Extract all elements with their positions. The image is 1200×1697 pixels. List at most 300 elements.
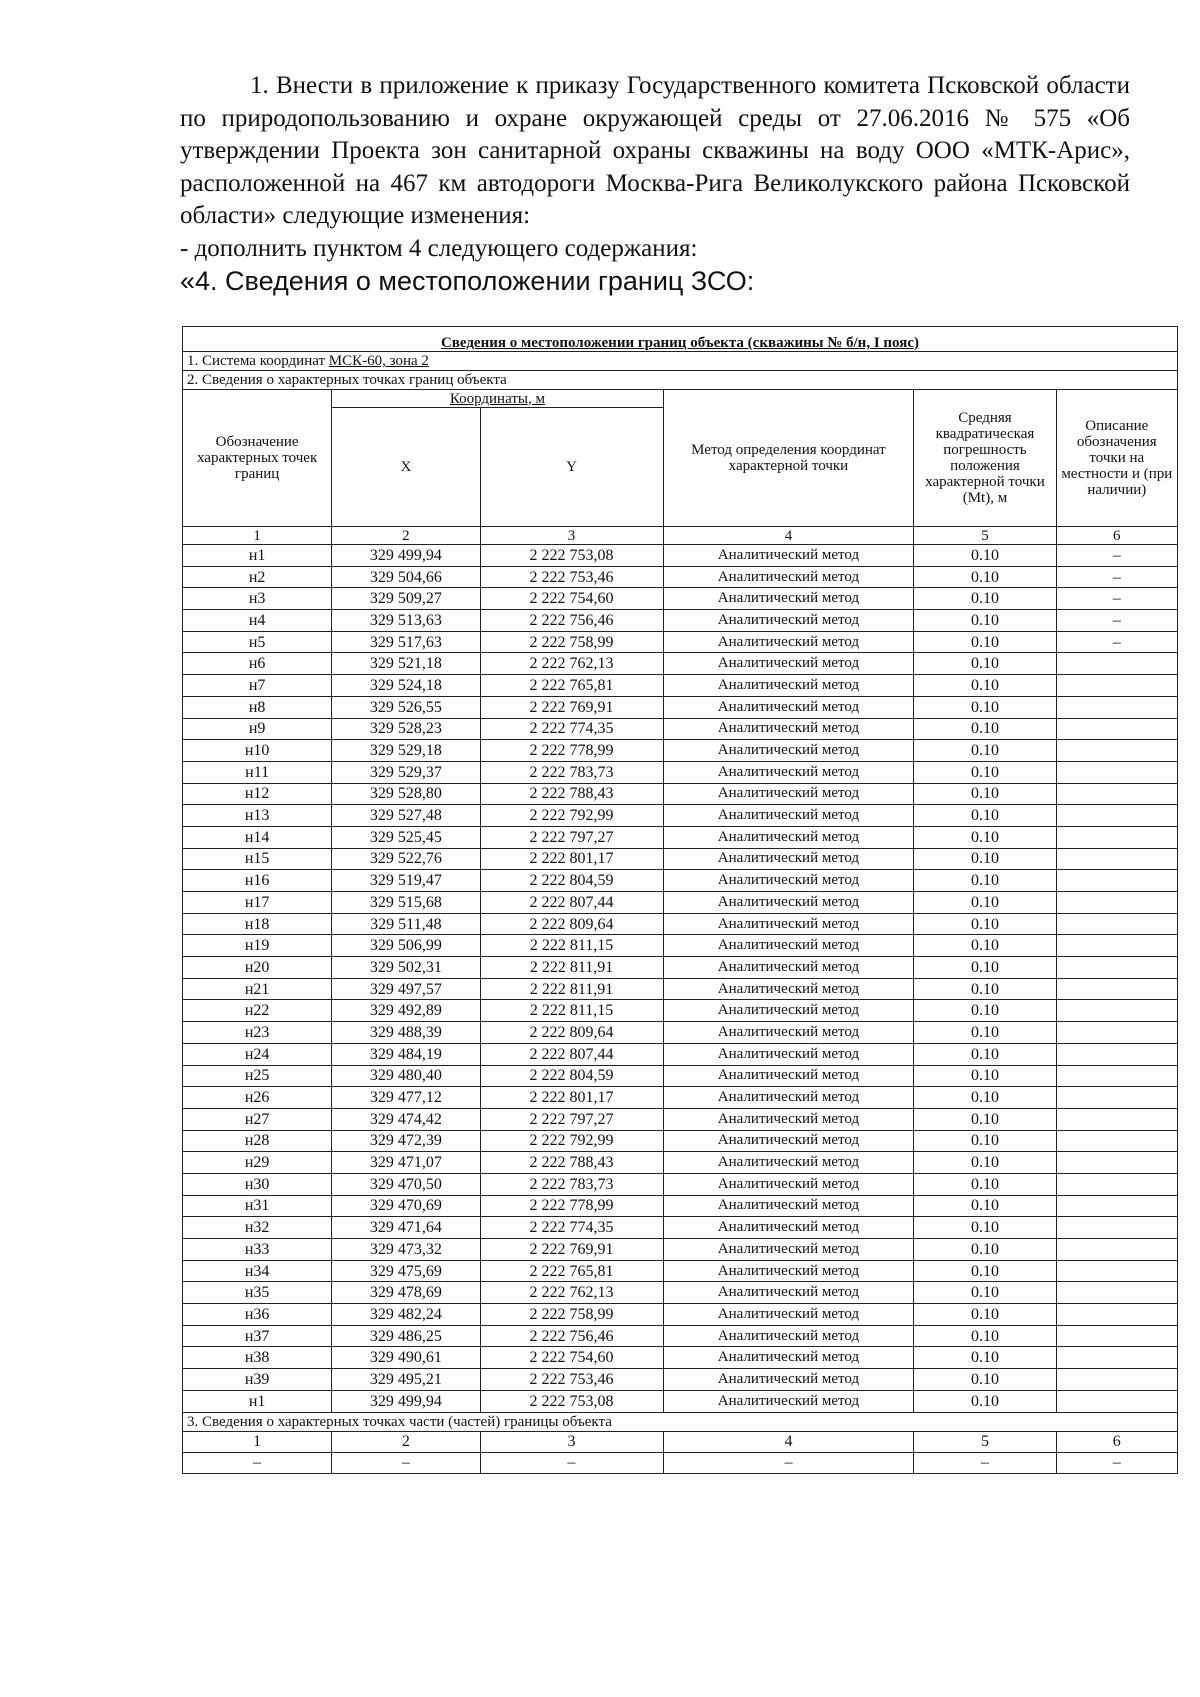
y-coordinate-cell: 2 222 753,08 [480, 1390, 663, 1412]
y-coordinate-cell: 2 222 769,91 [480, 696, 663, 718]
description-cell [1056, 913, 1177, 935]
section-3-value-cell: – [183, 1452, 332, 1473]
description-cell [1056, 1022, 1177, 1044]
method-cell: Аналитический метод [663, 545, 914, 567]
x-coordinate-cell: 329 517,63 [332, 631, 480, 653]
description-cell [1056, 696, 1177, 718]
error-value-cell: 0.10 [914, 783, 1056, 805]
point-name-cell: н17 [183, 892, 332, 914]
method-cell: Аналитический метод [663, 761, 914, 783]
error-value-cell: 0.10 [914, 826, 1056, 848]
point-name-cell: н30 [183, 1173, 332, 1195]
y-coordinate-cell: 2 222 809,64 [480, 913, 663, 935]
method-cell: Аналитический метод [663, 1195, 914, 1217]
method-cell: Аналитический метод [663, 1173, 914, 1195]
x-coordinate-cell: 329 471,64 [332, 1217, 480, 1239]
method-cell: Аналитический метод [663, 631, 914, 653]
method-cell: Аналитический метод [663, 783, 914, 805]
description-cell [1056, 1152, 1177, 1174]
method-cell: Аналитический метод [663, 588, 914, 610]
point-name-cell: н38 [183, 1347, 332, 1369]
table-row [183, 783, 1178, 805]
point-name-cell: н6 [183, 653, 332, 675]
column-number-cell: 3 [480, 527, 663, 545]
y-coordinate-cell: 2 222 756,46 [480, 1325, 663, 1347]
point-name-cell: н21 [183, 978, 332, 1000]
table-row [183, 1325, 1178, 1347]
error-value-cell: 0.10 [914, 588, 1056, 610]
method-cell: Аналитический метод [663, 610, 914, 632]
boundary-table-wrap [182, 326, 1178, 1474]
method-cell: Аналитический метод [663, 653, 914, 675]
x-coordinate-cell: 329 529,18 [332, 740, 480, 762]
description-cell [1056, 978, 1177, 1000]
x-coordinate-cell: 329 488,39 [332, 1022, 480, 1044]
header-x: X [332, 408, 480, 527]
point-name-cell: н31 [183, 1195, 332, 1217]
method-cell: Аналитический метод [663, 957, 914, 979]
point-name-cell: н3 [183, 588, 332, 610]
table-row [183, 1304, 1178, 1326]
description-cell [1056, 1173, 1177, 1195]
error-value-cell: 0.10 [914, 1325, 1056, 1347]
y-coordinate-cell: 2 222 774,35 [480, 1217, 663, 1239]
column-number-cell: 5 [914, 527, 1056, 545]
section-3-number-cell: 6 [1056, 1431, 1177, 1452]
section-3-number-cell: 3 [480, 1431, 663, 1452]
error-value-cell: 0.10 [914, 566, 1056, 588]
point-name-cell: н14 [183, 826, 332, 848]
header-description: Описание обозначения точки на местности и (при наличии) [1056, 390, 1177, 527]
method-cell: Аналитический метод [663, 740, 914, 762]
table-row [183, 1130, 1178, 1152]
description-cell [1056, 848, 1177, 870]
error-value-cell: 0.10 [914, 1130, 1056, 1152]
error-value-cell: 0.10 [914, 1152, 1056, 1174]
y-coordinate-cell: 2 222 758,99 [480, 631, 663, 653]
y-coordinate-cell: 2 222 811,15 [480, 1000, 663, 1022]
table-row [183, 761, 1178, 783]
x-coordinate-cell: 329 526,55 [332, 696, 480, 718]
y-coordinate-cell: 2 222 807,44 [480, 892, 663, 914]
document-intro [180, 70, 1130, 298]
description-cell [1056, 1369, 1177, 1391]
table-row [183, 913, 1178, 935]
header-point: Обозначение характерных точек границ [183, 390, 332, 527]
point-name-cell: н39 [183, 1369, 332, 1391]
table-row [183, 826, 1178, 848]
table-row [183, 1347, 1178, 1369]
description-cell [1056, 1130, 1177, 1152]
x-coordinate-cell: 329 495,21 [332, 1369, 480, 1391]
point-name-cell: н7 [183, 675, 332, 697]
point-name-cell: н28 [183, 1130, 332, 1152]
method-cell: Аналитический метод [663, 718, 914, 740]
method-cell: Аналитический метод [663, 978, 914, 1000]
method-cell: Аналитический метод [663, 1239, 914, 1261]
method-cell: Аналитический метод [663, 848, 914, 870]
error-value-cell: 0.10 [914, 935, 1056, 957]
description-cell [1056, 957, 1177, 979]
y-coordinate-cell: 2 222 804,59 [480, 1065, 663, 1087]
section-3-number-cell: 2 [332, 1431, 480, 1452]
y-coordinate-cell: 2 222 765,81 [480, 675, 663, 697]
section-3-value-cell: – [663, 1452, 914, 1473]
method-cell: Аналитический метод [663, 935, 914, 957]
method-cell: Аналитический метод [663, 805, 914, 827]
section-1-value: МСК-60, зона 2 [328, 353, 429, 369]
point-name-cell: н1 [183, 545, 332, 567]
x-coordinate-cell: 329 473,32 [332, 1239, 480, 1261]
y-coordinate-cell: 2 222 792,99 [480, 1130, 663, 1152]
description-cell [1056, 761, 1177, 783]
y-coordinate-cell: 2 222 801,17 [480, 848, 663, 870]
table-row [183, 566, 1178, 588]
error-value-cell: 0.10 [914, 805, 1056, 827]
error-value-cell: 0.10 [914, 1108, 1056, 1130]
column-number-cell: 1 [183, 527, 332, 545]
point-name-cell: н35 [183, 1282, 332, 1304]
table-row [183, 935, 1178, 957]
x-coordinate-cell: 329 478,69 [332, 1282, 480, 1304]
y-coordinate-cell: 2 222 754,60 [480, 1347, 663, 1369]
description-cell [1056, 1260, 1177, 1282]
description-cell [1056, 1347, 1177, 1369]
x-coordinate-cell: 329 528,23 [332, 718, 480, 740]
x-coordinate-cell: 329 471,07 [332, 1152, 480, 1174]
section-1-label: 1. Система координат [187, 353, 329, 369]
method-cell: Аналитический метод [663, 566, 914, 588]
error-value-cell: 0.10 [914, 1239, 1056, 1261]
column-number-cell: 6 [1056, 527, 1177, 545]
error-value-cell: 0.10 [914, 892, 1056, 914]
method-cell: Аналитический метод [663, 1304, 914, 1326]
error-value-cell: 0.10 [914, 957, 1056, 979]
y-coordinate-cell: 2 222 788,43 [480, 783, 663, 805]
y-coordinate-cell: 2 222 778,99 [480, 740, 663, 762]
description-cell [1056, 935, 1177, 957]
y-coordinate-cell: 2 222 797,27 [480, 826, 663, 848]
description-cell [1056, 1195, 1177, 1217]
description-cell [1056, 826, 1177, 848]
point-name-cell: н10 [183, 740, 332, 762]
method-cell: Аналитический метод [663, 892, 914, 914]
point-name-cell: н22 [183, 1000, 332, 1022]
x-coordinate-cell: 329 521,18 [332, 653, 480, 675]
table-row [183, 978, 1178, 1000]
y-coordinate-cell: 2 222 809,64 [480, 1022, 663, 1044]
error-value-cell: 0.10 [914, 1282, 1056, 1304]
description-cell [1056, 718, 1177, 740]
point-name-cell: н29 [183, 1152, 332, 1174]
x-coordinate-cell: 329 504,66 [332, 566, 480, 588]
x-coordinate-cell: 329 475,69 [332, 1260, 480, 1282]
error-value-cell: 0.10 [914, 1195, 1056, 1217]
error-value-cell: 0.10 [914, 718, 1056, 740]
table-row [183, 740, 1178, 762]
x-coordinate-cell: 329 490,61 [332, 1347, 480, 1369]
table-title [183, 327, 1178, 352]
y-coordinate-cell: 2 222 783,73 [480, 1173, 663, 1195]
error-value-cell: 0.10 [914, 696, 1056, 718]
table-row [183, 1390, 1178, 1412]
table-row [183, 1173, 1178, 1195]
y-coordinate-cell: 2 222 797,27 [480, 1108, 663, 1130]
x-coordinate-cell: 329 525,45 [332, 826, 480, 848]
point-name-cell: н23 [183, 1022, 332, 1044]
point-name-cell: н2 [183, 566, 332, 588]
method-cell: Аналитический метод [663, 696, 914, 718]
y-coordinate-cell: 2 222 792,99 [480, 805, 663, 827]
header-y: Y [480, 408, 663, 527]
point-name-cell: н27 [183, 1108, 332, 1130]
description-cell: – [1056, 610, 1177, 632]
description-cell [1056, 675, 1177, 697]
description-cell [1056, 1304, 1177, 1326]
method-cell: Аналитический метод [663, 1369, 914, 1391]
paragraph-section-4-title: «4. Сведения о местоположении границ ЗСО: [180, 266, 755, 296]
method-cell: Аналитический метод [663, 1260, 914, 1282]
method-cell: Аналитический метод [663, 1000, 914, 1022]
y-coordinate-cell: 2 222 778,99 [480, 1195, 663, 1217]
x-coordinate-cell: 329 484,19 [332, 1043, 480, 1065]
section-3-value-row [183, 1452, 1178, 1473]
point-name-cell: н24 [183, 1043, 332, 1065]
table-row [183, 892, 1178, 914]
description-cell [1056, 1000, 1177, 1022]
header-method: Метод определения координат характерной точки [663, 390, 914, 527]
table-row [183, 610, 1178, 632]
table-row [183, 588, 1178, 610]
table-row [183, 1022, 1178, 1044]
column-number-cell: 4 [663, 527, 914, 545]
section-3-number-cell: 4 [663, 1431, 914, 1452]
point-name-cell: н15 [183, 848, 332, 870]
y-coordinate-cell: 2 222 801,17 [480, 1087, 663, 1109]
table-row [183, 631, 1178, 653]
x-coordinate-cell: 329 486,25 [332, 1325, 480, 1347]
method-cell: Аналитический метод [663, 1130, 914, 1152]
x-coordinate-cell: 329 477,12 [332, 1087, 480, 1109]
header-error: Средняя квадратическая погрешность положения характерной точки (Mt), м [914, 390, 1056, 527]
table-title-text: Сведения о местоположении границ объекта (скважины № б/н, I пояс) [440, 335, 920, 351]
point-name-cell: н37 [183, 1325, 332, 1347]
y-coordinate-cell: 2 222 788,43 [480, 1152, 663, 1174]
table-row [183, 1239, 1178, 1261]
description-cell [1056, 1325, 1177, 1347]
x-coordinate-cell: 329 480,40 [332, 1065, 480, 1087]
header-coords-text: Координаты, м [449, 390, 545, 407]
error-value-cell: 0.10 [914, 1043, 1056, 1065]
header-coords [332, 390, 663, 408]
table-row [183, 1065, 1178, 1087]
section-3-value-cell: – [914, 1452, 1056, 1473]
point-name-cell: н9 [183, 718, 332, 740]
error-value-cell: 0.10 [914, 1087, 1056, 1109]
error-value-cell: 0.10 [914, 1000, 1056, 1022]
section-3-heading: 3. Сведения о характерных точках части (частей) границы объекта [183, 1412, 1178, 1431]
error-value-cell: 0.10 [914, 675, 1056, 697]
x-coordinate-cell: 329 497,57 [332, 978, 480, 1000]
section-3-value-cell: – [480, 1452, 663, 1473]
error-value-cell: 0.10 [914, 631, 1056, 653]
y-coordinate-cell: 2 222 758,99 [480, 1304, 663, 1326]
method-cell: Аналитический метод [663, 1087, 914, 1109]
point-name-cell: н13 [183, 805, 332, 827]
error-value-cell: 0.10 [914, 913, 1056, 935]
error-value-cell: 0.10 [914, 1217, 1056, 1239]
method-cell: Аналитический метод [663, 1065, 914, 1087]
table-row [183, 653, 1178, 675]
table-row [183, 1108, 1178, 1130]
method-cell: Аналитический метод [663, 1282, 914, 1304]
error-value-cell: 0.10 [914, 1304, 1056, 1326]
point-name-cell: н8 [183, 696, 332, 718]
description-cell [1056, 740, 1177, 762]
table-row [183, 870, 1178, 892]
x-coordinate-cell: 329 519,47 [332, 870, 480, 892]
description-cell [1056, 1239, 1177, 1261]
point-name-cell: н1 [183, 1390, 332, 1412]
section-3-value-cell: – [1056, 1452, 1177, 1473]
x-coordinate-cell: 329 470,50 [332, 1173, 480, 1195]
section-1-coordinate-system [183, 352, 1178, 371]
table-row [183, 718, 1178, 740]
table-row [183, 1260, 1178, 1282]
table-row [183, 675, 1178, 697]
point-name-cell: н4 [183, 610, 332, 632]
table-row [183, 805, 1178, 827]
table-row [183, 1087, 1178, 1109]
table-row [183, 696, 1178, 718]
error-value-cell: 0.10 [914, 1347, 1056, 1369]
description-cell [1056, 892, 1177, 914]
error-value-cell: 0.10 [914, 653, 1056, 675]
method-cell: Аналитический метод [663, 675, 914, 697]
table-row [183, 545, 1178, 567]
x-coordinate-cell: 329 499,94 [332, 545, 480, 567]
table-row [183, 1152, 1178, 1174]
x-coordinate-cell: 329 515,68 [332, 892, 480, 914]
table-row [183, 848, 1178, 870]
section-3-number-cell: 1 [183, 1431, 332, 1452]
table-row [183, 1043, 1178, 1065]
x-coordinate-cell: 329 482,24 [332, 1304, 480, 1326]
y-coordinate-cell: 2 222 756,46 [480, 610, 663, 632]
description-cell [1056, 653, 1177, 675]
description-cell [1056, 1282, 1177, 1304]
description-cell [1056, 1043, 1177, 1065]
point-name-cell: н19 [183, 935, 332, 957]
y-coordinate-cell: 2 222 807,44 [480, 1043, 663, 1065]
point-name-cell: н34 [183, 1260, 332, 1282]
method-cell: Аналитический метод [663, 1108, 914, 1130]
description-cell [1056, 1217, 1177, 1239]
error-value-cell: 0.10 [914, 1173, 1056, 1195]
table-row [183, 1195, 1178, 1217]
error-value-cell: 0.10 [914, 740, 1056, 762]
point-name-cell: н5 [183, 631, 332, 653]
point-name-cell: н12 [183, 783, 332, 805]
description-cell [1056, 1108, 1177, 1130]
method-cell: Аналитический метод [663, 1217, 914, 1239]
table-row [183, 957, 1178, 979]
point-name-cell: н16 [183, 870, 332, 892]
method-cell: Аналитический метод [663, 1043, 914, 1065]
method-cell: Аналитический метод [663, 870, 914, 892]
table-row [183, 1000, 1178, 1022]
point-name-cell: н25 [183, 1065, 332, 1087]
description-cell [1056, 1390, 1177, 1412]
method-cell: Аналитический метод [663, 913, 914, 935]
column-number-row [183, 527, 1178, 545]
error-value-cell: 0.10 [914, 1022, 1056, 1044]
description-cell [1056, 783, 1177, 805]
y-coordinate-cell: 2 222 769,91 [480, 1239, 663, 1261]
method-cell: Аналитический метод [663, 826, 914, 848]
error-value-cell: 0.10 [914, 610, 1056, 632]
section-3-number-row [183, 1431, 1178, 1452]
error-value-cell: 0.10 [914, 1390, 1056, 1412]
x-coordinate-cell: 329 511,48 [332, 913, 480, 935]
error-value-cell: 0.10 [914, 848, 1056, 870]
description-cell [1056, 1065, 1177, 1087]
y-coordinate-cell: 2 222 811,15 [480, 935, 663, 957]
error-value-cell: 0.10 [914, 545, 1056, 567]
table-row [183, 1217, 1178, 1239]
y-coordinate-cell: 2 222 753,08 [480, 545, 663, 567]
boundary-table [182, 326, 1178, 1474]
point-name-cell: н33 [183, 1239, 332, 1261]
x-coordinate-cell: 329 527,48 [332, 805, 480, 827]
description-cell: – [1056, 545, 1177, 567]
y-coordinate-cell: 2 222 762,13 [480, 653, 663, 675]
method-cell: Аналитический метод [663, 1390, 914, 1412]
y-coordinate-cell: 2 222 753,46 [480, 1369, 663, 1391]
method-cell: Аналитический метод [663, 1347, 914, 1369]
point-name-cell: н18 [183, 913, 332, 935]
x-coordinate-cell: 329 502,31 [332, 957, 480, 979]
section-3-value-cell: – [332, 1452, 480, 1473]
y-coordinate-cell: 2 222 753,46 [480, 566, 663, 588]
y-coordinate-cell: 2 222 783,73 [480, 761, 663, 783]
column-number-cell: 2 [332, 527, 480, 545]
error-value-cell: 0.10 [914, 1369, 1056, 1391]
method-cell: Аналитический метод [663, 1022, 914, 1044]
description-cell: – [1056, 588, 1177, 610]
x-coordinate-cell: 329 513,63 [332, 610, 480, 632]
x-coordinate-cell: 329 524,18 [332, 675, 480, 697]
error-value-cell: 0.10 [914, 978, 1056, 1000]
x-coordinate-cell: 329 470,69 [332, 1195, 480, 1217]
description-cell [1056, 805, 1177, 827]
error-value-cell: 0.10 [914, 1260, 1056, 1282]
y-coordinate-cell: 2 222 804,59 [480, 870, 663, 892]
point-name-cell: н11 [183, 761, 332, 783]
table-row [183, 1282, 1178, 1304]
y-coordinate-cell: 2 222 762,13 [480, 1282, 663, 1304]
description-cell [1056, 1087, 1177, 1109]
x-coordinate-cell: 329 506,99 [332, 935, 480, 957]
section-2-heading: 2. Сведения о характерных точках границ объекта [183, 371, 1178, 390]
y-coordinate-cell: 2 222 811,91 [480, 978, 663, 1000]
point-name-cell: н32 [183, 1217, 332, 1239]
method-cell: Аналитический метод [663, 1325, 914, 1347]
description-cell: – [1056, 566, 1177, 588]
x-coordinate-cell: 329 492,89 [332, 1000, 480, 1022]
error-value-cell: 0.10 [914, 870, 1056, 892]
x-coordinate-cell: 329 499,94 [332, 1390, 480, 1412]
